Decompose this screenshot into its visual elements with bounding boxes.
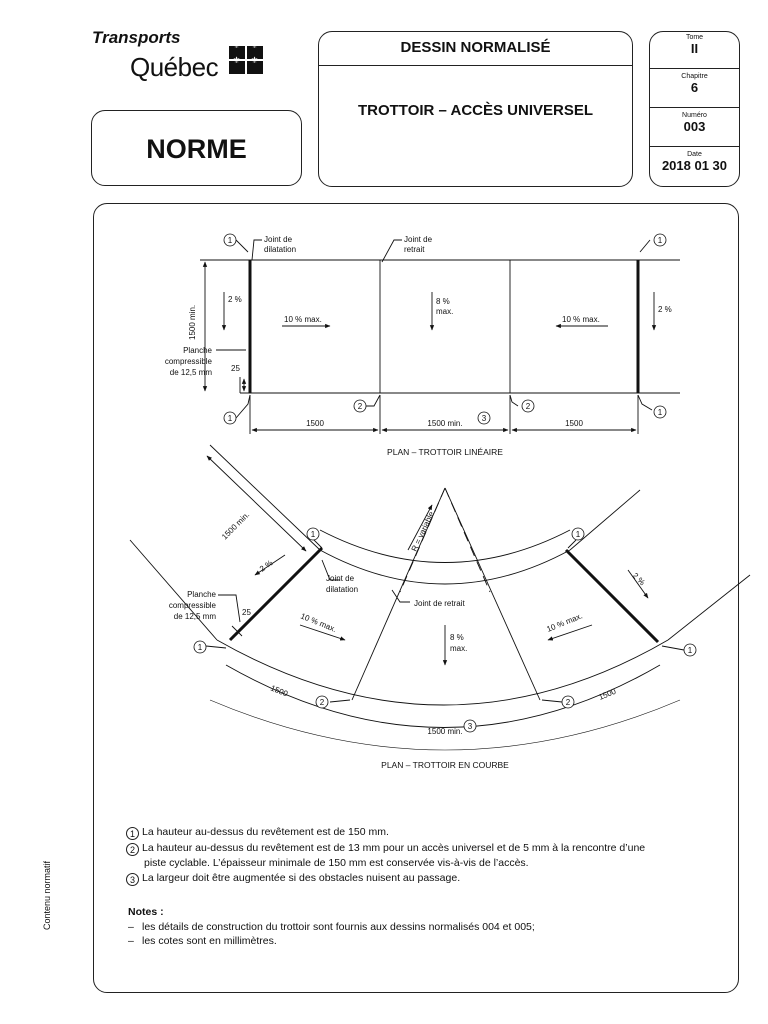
top-planche-1: Planche (183, 346, 212, 355)
side-label: Contenu normatif (42, 860, 52, 930)
note-2: 2 La hauteur au-dessus du revêtement est de 13 mm pour un accès universel et de 5 mm à la rencontre d’une (126, 841, 726, 856)
callout-1-curve-right-bottom (684, 644, 696, 656)
top-planche-2: compressible (164, 357, 212, 366)
callout-3-curve (464, 720, 476, 732)
tome-value: II (690, 41, 699, 56)
svg-text:1: 1 (227, 236, 233, 245)
top-joint-retrait-1: Joint de (404, 235, 433, 244)
norme-label: NORME (146, 134, 247, 164)
callout-1-curve-left-bottom (194, 641, 206, 653)
bottom-dim-diagonal: 1500 min. (220, 510, 252, 542)
date-label: Date (687, 151, 702, 158)
logo-line1: Transports (92, 28, 181, 47)
svg-text:1: 1 (657, 408, 663, 417)
curb-arc-inner-b (320, 530, 570, 563)
note-2-cont: piste cyclable. L’épaisseur minimale de 150 mm est conservée vis-à-vis de l’accès. (144, 857, 529, 869)
svg-text:2: 2 (525, 402, 531, 411)
top-slope-8-a: 8 % (436, 297, 450, 306)
svg-text:1: 1 (575, 530, 581, 539)
bottom-dim-25: 25 (242, 608, 251, 617)
general-notes (128, 905, 728, 948)
notes-item-2: – les cotes sont en millimètres. (128, 935, 277, 947)
svg-text:3: 3 (481, 414, 487, 423)
bottom-joint-dilatation-2: dilatation (326, 585, 359, 594)
callout-1-top-right (654, 234, 666, 246)
bottom-r-variable: R = variable (409, 510, 436, 553)
top-planche-3: de 12,5 mm (169, 368, 212, 377)
note-1: 1 La hauteur au-dessus du revêtement est de 150 mm. (126, 825, 726, 840)
callout-1-curve-left-top (307, 528, 319, 540)
top-dim-mid: 1500 min. (427, 419, 463, 428)
svg-text:2: 2 (319, 698, 325, 707)
date-value: 2018 01 30 (661, 158, 728, 173)
top-joint-dilatation-1: Joint de (264, 235, 293, 244)
numero-label: Numéro (682, 112, 707, 119)
drawing-type: DESSIN NORMALISÉ (400, 39, 551, 56)
top-dim-25: 25 (231, 364, 240, 373)
bottom-dim-left: 1500 (269, 683, 290, 699)
top-slope-10-left: 10 % max. (284, 315, 322, 324)
callout-3-top (478, 412, 490, 424)
chapitre-value: 6 (690, 80, 699, 95)
callout-1-top-left (224, 234, 236, 246)
svg-text:2: 2 (357, 402, 363, 411)
svg-text:1: 1 (687, 646, 693, 655)
callout-2-top-mid-left (354, 400, 366, 412)
top-dim-vertical: 1500 min. (188, 304, 197, 340)
numbered-notes (126, 825, 726, 886)
svg-text:1: 1 (197, 643, 203, 652)
bottom-slope-2-left: 2 % (257, 558, 275, 574)
bottom-caption: PLAN – TROTTOIR EN COURBE (381, 760, 509, 770)
callout-2-top-mid-right (522, 400, 534, 412)
bottom-planche-2: compressible (168, 601, 216, 610)
top-dim-right: 1500 (565, 419, 583, 428)
top-slope-10-right: 10 % max. (562, 315, 600, 324)
chapitre-label: Chapitre (681, 73, 708, 80)
tome-label: Tome (685, 34, 704, 41)
curb-arc-inner-a (320, 550, 570, 584)
bottom-slope-10-right: 10 % max. (545, 611, 584, 634)
svg-text:1: 1 (227, 414, 233, 423)
curve-expansion-joint-left (230, 548, 322, 640)
bottom-slope-10-left: 10 % max. (299, 611, 338, 635)
top-slope-2-right: 2 % (658, 305, 672, 314)
svg-text:2: 2 (565, 698, 571, 707)
svg-text:1: 1 (310, 530, 316, 539)
bottom-planche-1: Planche (187, 590, 216, 599)
bottom-slope-8-a: 8 % (450, 633, 464, 642)
curve-expansion-joint-right (566, 550, 658, 642)
bottom-dim-mid: 1500 min. (427, 727, 463, 736)
top-dim-left: 1500 (306, 419, 324, 428)
top-slope-8-b: max. (436, 307, 454, 316)
callout-2-curve-right (562, 696, 574, 708)
bottom-planche-3: de 12,5 mm (173, 612, 216, 621)
callout-1-bottom-right (654, 406, 666, 418)
svg-text:3: 3 (467, 722, 473, 731)
callout-1-curve-right-top (572, 528, 584, 540)
bottom-joint-dilatation-1: Joint de (326, 574, 355, 583)
drawing-title: TROTTOIR – ACCÈS UNIVERSEL (357, 102, 594, 119)
bottom-dim-right: 1500 (597, 686, 618, 702)
note-3: 3 La largeur doit être augmentée si des obstacles nuisent au passage. (126, 871, 726, 886)
top-slope-2-left: 2 % (228, 295, 242, 304)
bottom-slope-8-b: max. (450, 644, 468, 653)
top-caption: PLAN – TROTTOIR LINÉAIRE (387, 447, 503, 457)
logo-line2: Québec (130, 52, 219, 82)
bottom-joint-retrait: Joint de retrait (414, 599, 465, 608)
svg-text:1: 1 (657, 236, 663, 245)
top-joint-retrait-2: retrait (404, 245, 425, 254)
bottom-slope-2-right: 2 % (630, 571, 647, 588)
top-joint-dilatation-2: dilatation (264, 245, 297, 254)
callout-2-curve-left (316, 696, 328, 708)
notes-title: Notes : (128, 906, 164, 918)
callout-1-bottom-left (224, 412, 236, 424)
numero-value: 003 (683, 119, 706, 134)
notes-item-1: – les détails de construction du trottoir sont fournis aux dessins normalisés 004 et 005; (128, 921, 535, 933)
